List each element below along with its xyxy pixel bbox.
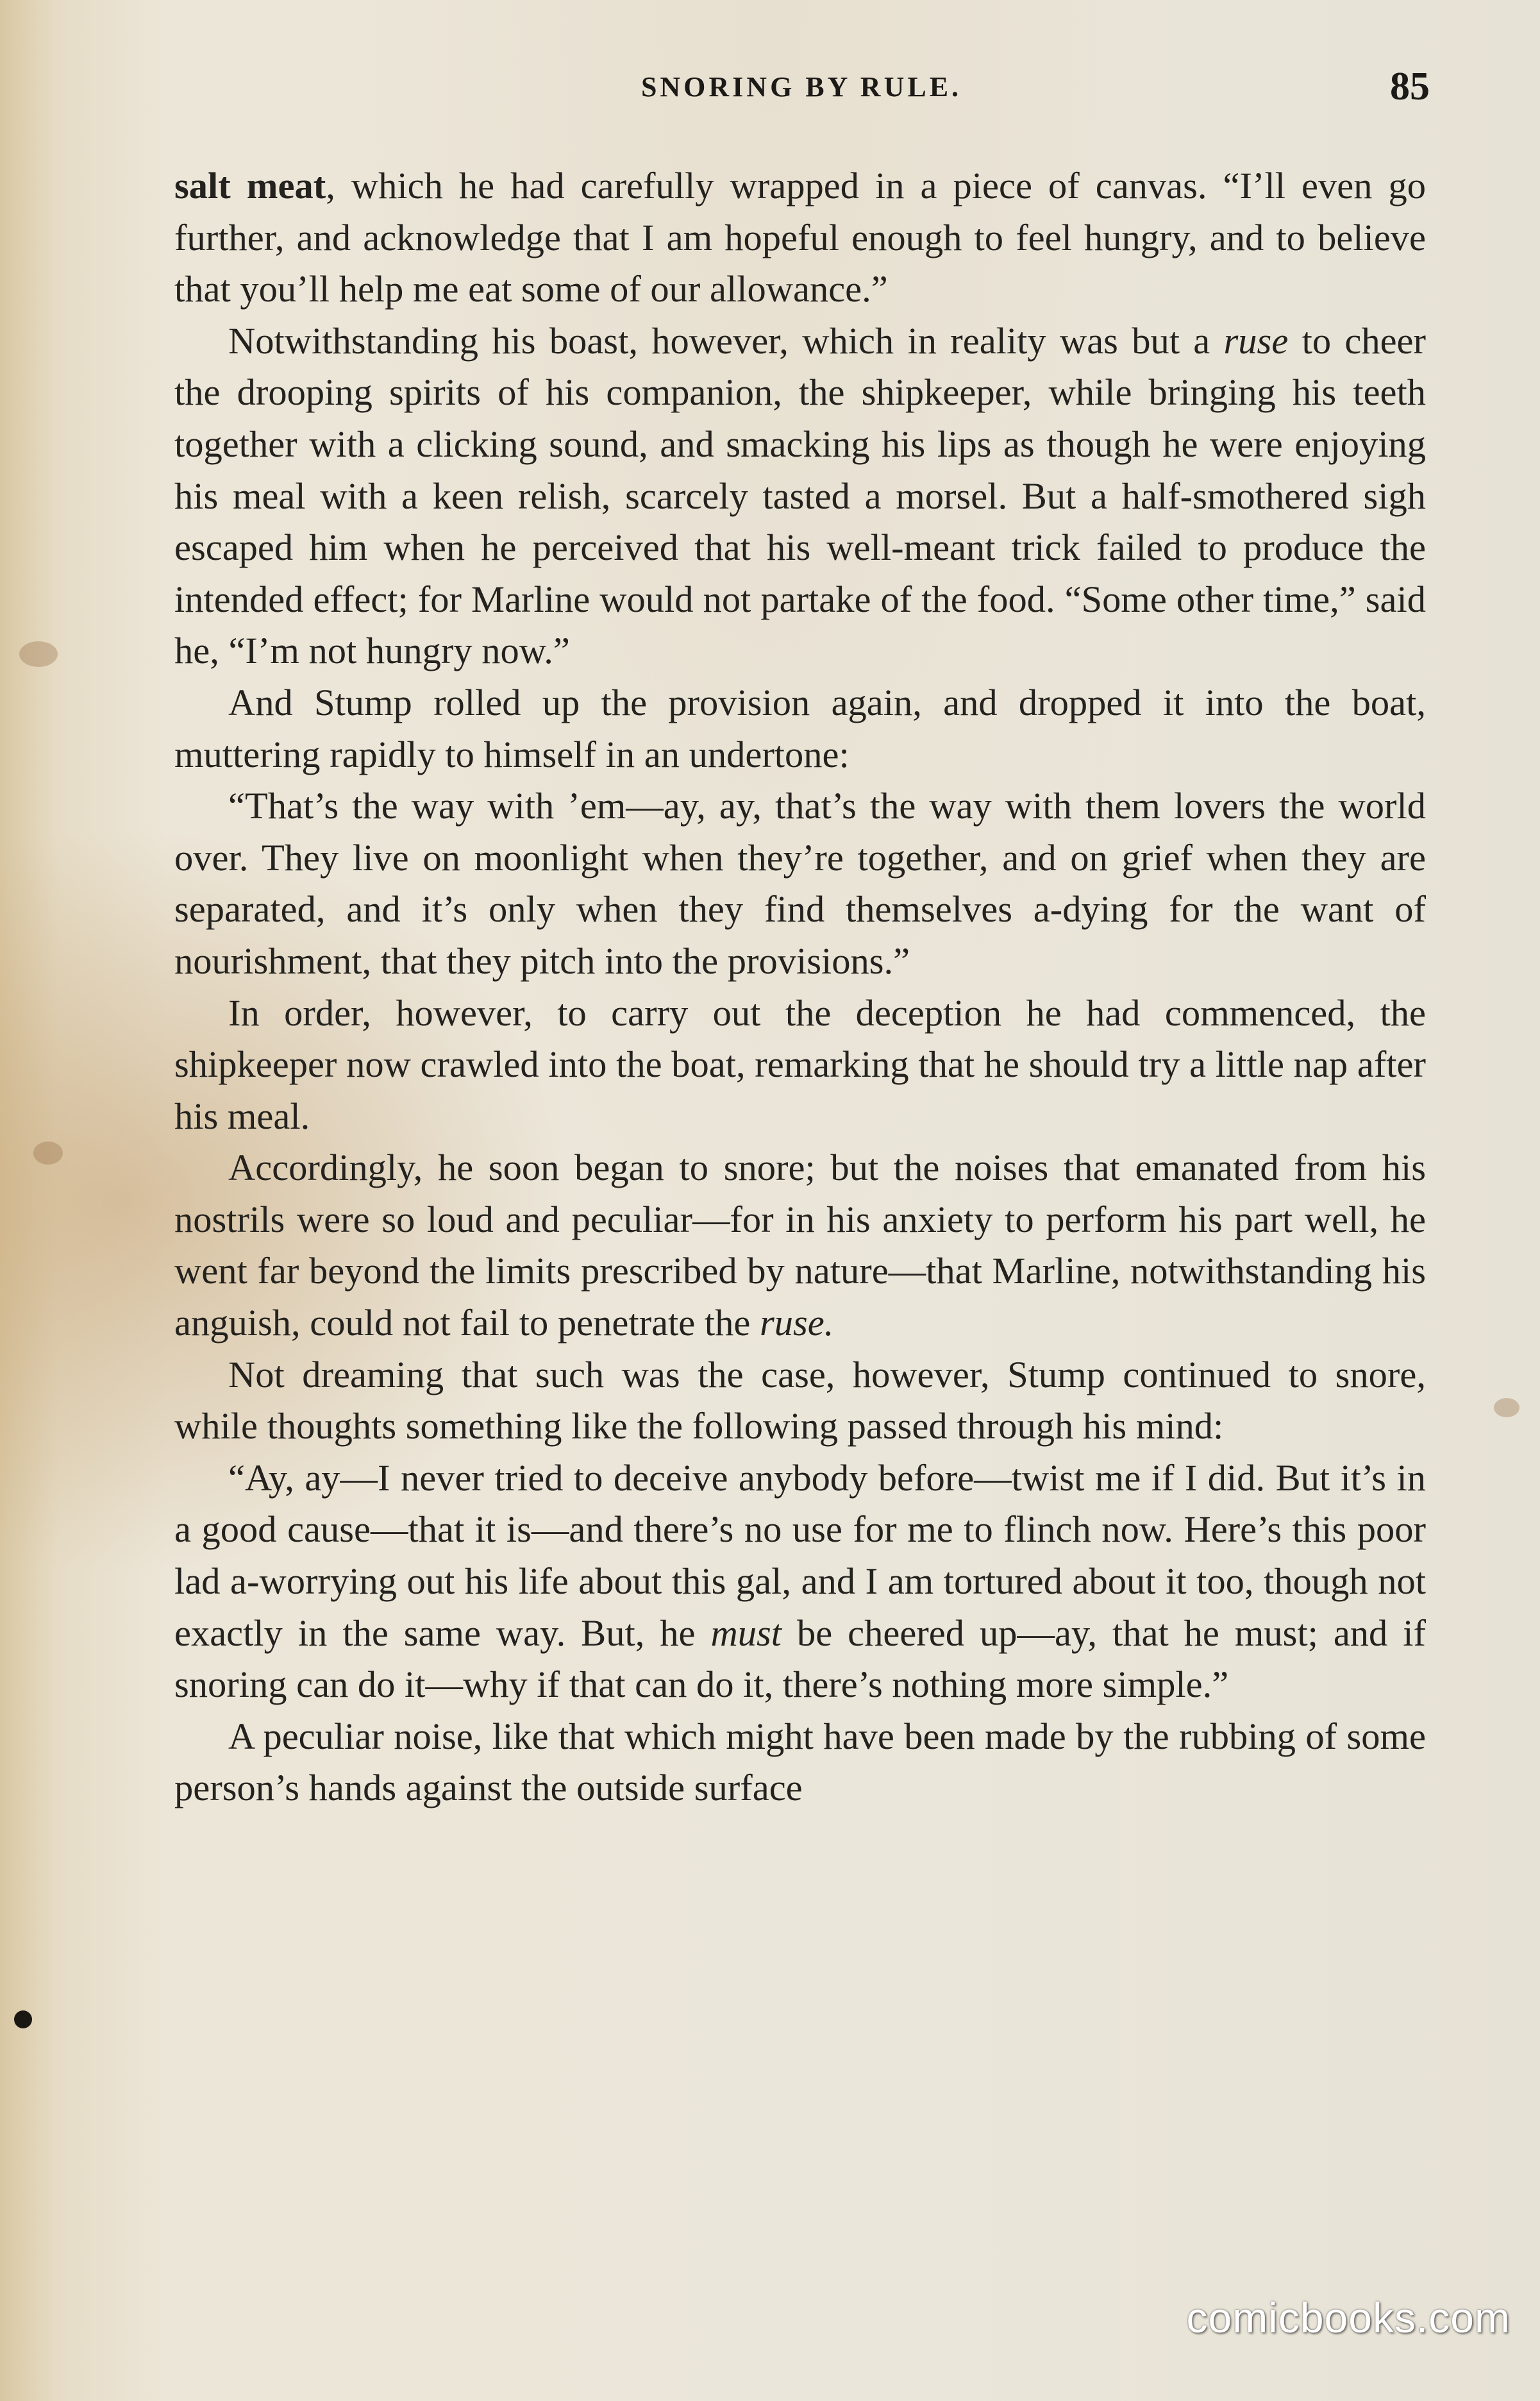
paragraph-5: In order, however, to carry out the deception he had commenced, the shipkeeper now crawled into the boat, remarking that he should try a little nap after his meal. — [174, 991, 1426, 1137]
foxing-spot — [1494, 1398, 1519, 1417]
paragraph-9: A peculiar noise, like that which might have been made by the rubbing of some person’s hands against the outside surface — [174, 1715, 1426, 1809]
paragraph-8-italic: must — [710, 1612, 782, 1654]
paragraph-6-italic: ruse. — [759, 1302, 834, 1344]
paragraph-2-b: to cheer the drooping spirits of his companion, the shipkeeper, while bringing his teeth together with a clicking sound, and smacking his lips as though he were enjoying his meal with a keen relish, scarcely tasted a morsel. But a half-smothered sigh escaped him when he perceived that his well-meant trick failed to produce the intended effect; for Marline would not partake of the food. “Some other time,” said he, “I’m not hungry now.” — [174, 319, 1426, 672]
paragraph-2-italic: ruse — [1223, 319, 1289, 362]
running-head — [173, 64, 1430, 115]
paragraph-1-lead: salt meat — [174, 165, 326, 206]
paragraph-8 — [174, 1453, 1426, 1711]
page-number: 85 — [1390, 65, 1430, 108]
paragraph-6-a: Accordingly, he soon began to snore; but the noises that emanated from his nostrils were so loud and peculiar—for in his anxiety to perform his part well, he went far beyond the limits prescribed by nature—that Marline, notwithstanding his anguish, could not fail to penetrate the — [174, 1147, 1426, 1344]
paragraph-6 — [174, 1142, 1426, 1349]
paragraph-1 — [174, 160, 1426, 316]
binding-hole — [14, 2010, 32, 2028]
foxing-spot — [33, 1142, 63, 1165]
paragraph-1-rest: , which he had carefully wrapped in a piece of canvas. “I’ll even go further, and acknowledge that I am hopeful enough to feel hungry, and to believe that you’ll help me eat some of our allowance.” — [174, 165, 1426, 310]
paragraph-7: Not dreaming that such was the case, however, Stump continued to snore, while thoughts something like the following passed through his mind: — [174, 1353, 1426, 1447]
watermark: comicbooks.com — [1186, 2294, 1511, 2341]
paragraph-4: “That’s the way with ’em—ay, ay, that’s the way with them lovers the world over. They live on moonlight when they’re together, and on grief when they are separated, and it’s only when they find themselves a-dying for the want of nourishment, that they pitch into the provisions.” — [174, 785, 1426, 982]
body-text — [174, 160, 1426, 1814]
paragraph-3: And Stump rolled up the provision again, and dropped it into the boat, muttering rapidly to himself in an undertone: — [174, 681, 1426, 775]
foxing-spot — [19, 641, 58, 667]
running-title: SNORING BY RULE. — [640, 71, 962, 103]
paragraph-2-a: Notwithstanding his boast, however, which in reality was but a — [228, 319, 1224, 362]
paragraph-8-a: “Ay, ay—I never tried to deceive anybody before—twist me if I did. But it’s in a good cause—that it is—and there’s no use for me to flinch now. Here’s this poor lad a-worrying out his life about this gal, and I am tortured about it too, though not exactly in the same way. But, he — [174, 1456, 1426, 1654]
paragraph-2 — [174, 316, 1426, 677]
paragraph-8-b: be cheered up—ay, that he must; and if snoring can do it—why if that can do it, there’s nothing more simple.” — [174, 1612, 1426, 1706]
